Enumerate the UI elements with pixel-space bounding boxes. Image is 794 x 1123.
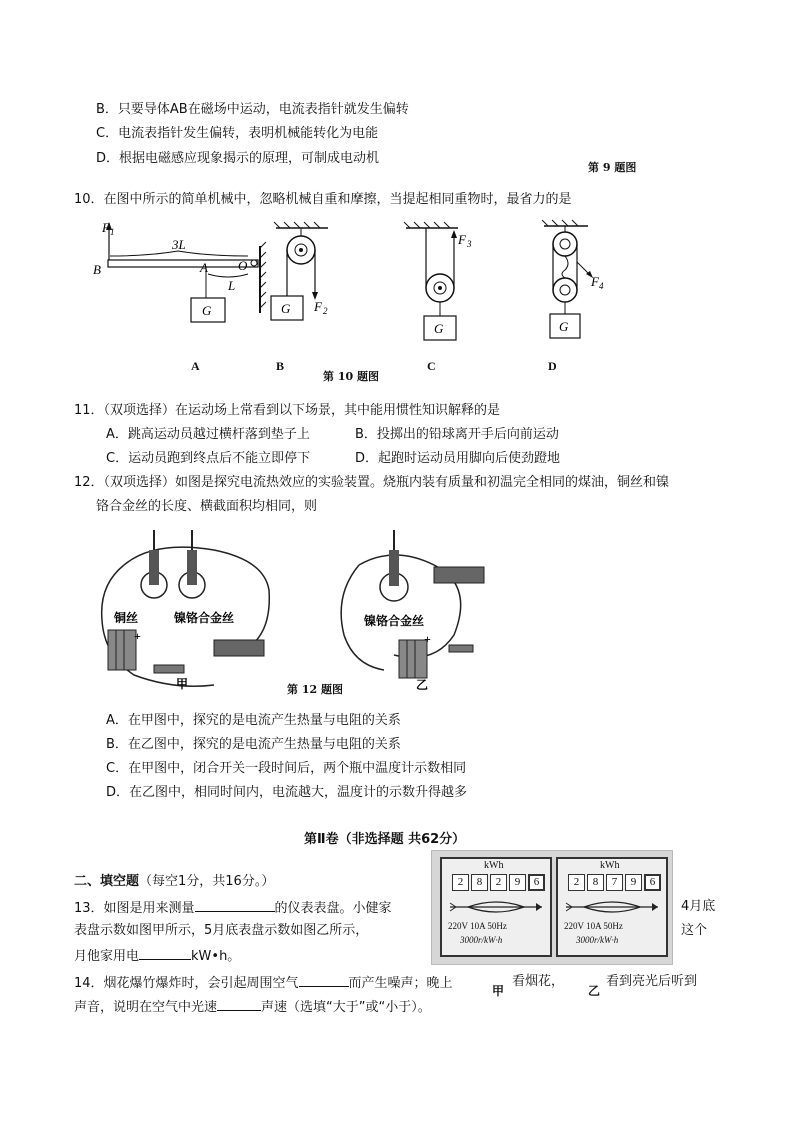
meter-yi-digit: 6 xyxy=(644,874,661,891)
lever-diagram xyxy=(93,220,266,322)
label-nichrome-jia: 镍铬合金丝 xyxy=(174,611,235,625)
q12-stem-line1: 12．（双项选择）如图是探究电流热效应的实验装置。烧瓶内装有质量和初温完全相同的煤油，铜丝和镍 xyxy=(74,475,670,490)
meter-yi-rate: 3000r/kW·h xyxy=(576,935,619,945)
q12-figure xyxy=(94,525,494,695)
meter-yi-unit: kWh xyxy=(600,860,620,871)
label-f4: F xyxy=(591,274,599,289)
meter-yi-digits xyxy=(568,874,663,891)
q12-option-b: B．在乙图中，探究的是电流产生热量与电阻的关系 xyxy=(106,737,401,752)
meter-jia xyxy=(440,857,552,957)
label-plus-jia: + xyxy=(134,629,141,643)
q13-line1 xyxy=(74,898,392,918)
meter-jia-rate: 3000r/kW·h xyxy=(460,935,503,945)
label-point-o: O xyxy=(238,258,248,273)
q13-line3-b: kW•h。 xyxy=(191,949,241,964)
q13-line3-a: 月他家用电 xyxy=(74,949,140,964)
meter-jia-digit: 2 xyxy=(490,874,507,891)
label-f2: F xyxy=(314,299,322,314)
q14-line2-a: 声音，说明在空气中光速 xyxy=(74,1000,218,1015)
movable-pulley-diagram xyxy=(404,222,472,340)
weight-c: G xyxy=(434,321,444,336)
meter-label-jia: 甲 xyxy=(492,984,505,998)
apparatus-yi xyxy=(341,530,484,692)
section-heading xyxy=(74,873,274,891)
meter-label-yi: 乙 xyxy=(588,984,601,998)
label-f3-sub: 3 xyxy=(467,239,472,249)
meter-yi-digit: 9 xyxy=(625,874,642,891)
q10-label-d: D xyxy=(548,359,557,373)
q10-label-b: B xyxy=(276,359,285,373)
label-point-a: A xyxy=(200,260,208,275)
q14-line1-a: 14．烟花爆竹爆炸时，会引起周围空气 xyxy=(74,976,299,991)
pulley-block-diagram xyxy=(542,220,604,338)
meter-jia-digit: 9 xyxy=(509,874,526,891)
meter-yi-digit: 8 xyxy=(587,874,604,891)
q12-option-a: A．在甲图中，探究的是电流产生热量与电阻的关系 xyxy=(106,713,401,728)
meter-jia-unit: kWh xyxy=(484,860,504,871)
q11-option-c: C．运动员跑到终点后不能立即停下 xyxy=(106,451,311,466)
q13-blank-1[interactable] xyxy=(195,898,275,912)
q12-option-c: C．在甲图中，闭合开关一段时间后，两个瓶中温度计示数相同 xyxy=(106,761,467,776)
meter-photo xyxy=(431,850,673,965)
section-note: （每空1分，共16分。） xyxy=(139,874,275,889)
q12-caption: 第 12 题图 xyxy=(287,683,343,696)
label-f2-sub: 2 xyxy=(323,306,328,316)
q11-stem: 11．（双项选择）在运动场上常看到以下场景，其中能用惯性知识解释的是 xyxy=(74,403,501,418)
q13-line2-a: 表盘示数如图甲所示，5月底表盘示数如图乙所示， xyxy=(74,923,369,938)
meter-jia-spec: 220V 10A 50Hz xyxy=(448,921,507,931)
q11-option-a: A．跳高运动员越过横杆落到垫子上 xyxy=(106,427,310,442)
label-f4-sub: 4 xyxy=(599,281,604,291)
label-f1: F xyxy=(102,220,110,235)
q11-option-b: B．投掷出的铅球离开手后向前运动 xyxy=(355,427,559,442)
meter-yi xyxy=(556,857,668,957)
label-3l: 3L xyxy=(172,237,186,252)
q13-blank-2[interactable] xyxy=(139,946,191,960)
meter-jia-digits xyxy=(452,874,547,891)
label-nichrome-yi: 镍铬合金丝 xyxy=(364,614,425,628)
q13-line3 xyxy=(74,946,240,966)
label-f1-sub: 1 xyxy=(110,227,115,237)
q13-line1-a: 13．如图是用来测量 xyxy=(74,901,195,916)
q9-option-b: B．只要导体AB在磁场中运动，电流表指针就发生偏转 xyxy=(96,102,409,117)
weight-a: G xyxy=(202,303,212,318)
q14-line2 xyxy=(74,997,431,1017)
part2-title: 第Ⅱ卷（非选择题 共62分） xyxy=(304,832,466,847)
meter-jia-digit: 6 xyxy=(528,874,545,891)
meter-yi-spec: 220V 10A 50Hz xyxy=(564,921,623,931)
q9-caption: 第 9 题图 xyxy=(588,161,637,174)
label-l: L xyxy=(228,278,236,293)
label-jia: 甲 xyxy=(176,677,189,691)
q14-line1-c: 看烟花， xyxy=(512,974,565,989)
q14-blank-1[interactable] xyxy=(299,973,349,987)
label-yi: 乙 xyxy=(416,678,429,692)
meter-yi-digit: 2 xyxy=(568,874,585,891)
q14-line1 xyxy=(74,973,453,993)
q9-option-c: C．电流表指针发生偏转，表明机械能转化为电能 xyxy=(96,126,379,141)
weight-b: G xyxy=(281,301,291,316)
q12-stem-line2: 铬合金丝的长度、横截面积均相同，则 xyxy=(96,499,318,514)
label-copper: 铜丝 xyxy=(114,611,139,625)
q12-option-d: D．在乙图中，相同时间内，电流越大，温度计的示数升得越多 xyxy=(106,785,468,800)
apparatus-jia xyxy=(102,530,270,691)
meter-yi-disc xyxy=(564,897,660,917)
q14-line2-c: ）。 xyxy=(411,1000,431,1015)
q14-blank-2[interactable] xyxy=(217,997,261,1011)
q10-label-a: A xyxy=(191,359,200,373)
label-point-b: B xyxy=(93,262,101,277)
meter-yi-digit: 7 xyxy=(606,874,623,891)
meter-jia-disc xyxy=(448,897,544,917)
fixed-pulley-diagram xyxy=(271,222,328,320)
q13-line2-b: 这个 xyxy=(681,923,708,938)
q14-line1-d: 看到亮光后听到 xyxy=(606,974,698,989)
q13-line1-b: 的仪表表盘。小健家 xyxy=(274,901,392,916)
section-title: 二、填空题 xyxy=(74,874,140,889)
q10-label-c: C xyxy=(427,359,436,373)
label-plus-yi: + xyxy=(424,632,431,646)
meter-jia-digit: 8 xyxy=(471,874,488,891)
q14-line2-b: 声速（选填“大于”或“小于 xyxy=(261,1000,412,1015)
q10-figure xyxy=(88,218,608,348)
q9-option-d: D．根据电磁感应现象揭示的原理，可制成电动机 xyxy=(96,151,380,166)
meter-jia-digit: 2 xyxy=(452,874,469,891)
weight-d: G xyxy=(559,319,569,334)
q10-stem: 10．在图中所示的简单机械中，忽略机械自重和摩擦，当提起相同重物时，最省力的是 xyxy=(74,192,572,207)
label-f3: F xyxy=(458,232,466,247)
q11-option-d: D．起跑时运动员用脚向后使劲蹬地 xyxy=(355,451,561,466)
q14-line1-b: 而产生噪声；晚上 xyxy=(348,976,453,991)
q10-caption: 第 10 题图 xyxy=(323,370,379,383)
q13-line1-c: 4月底 xyxy=(681,899,716,914)
